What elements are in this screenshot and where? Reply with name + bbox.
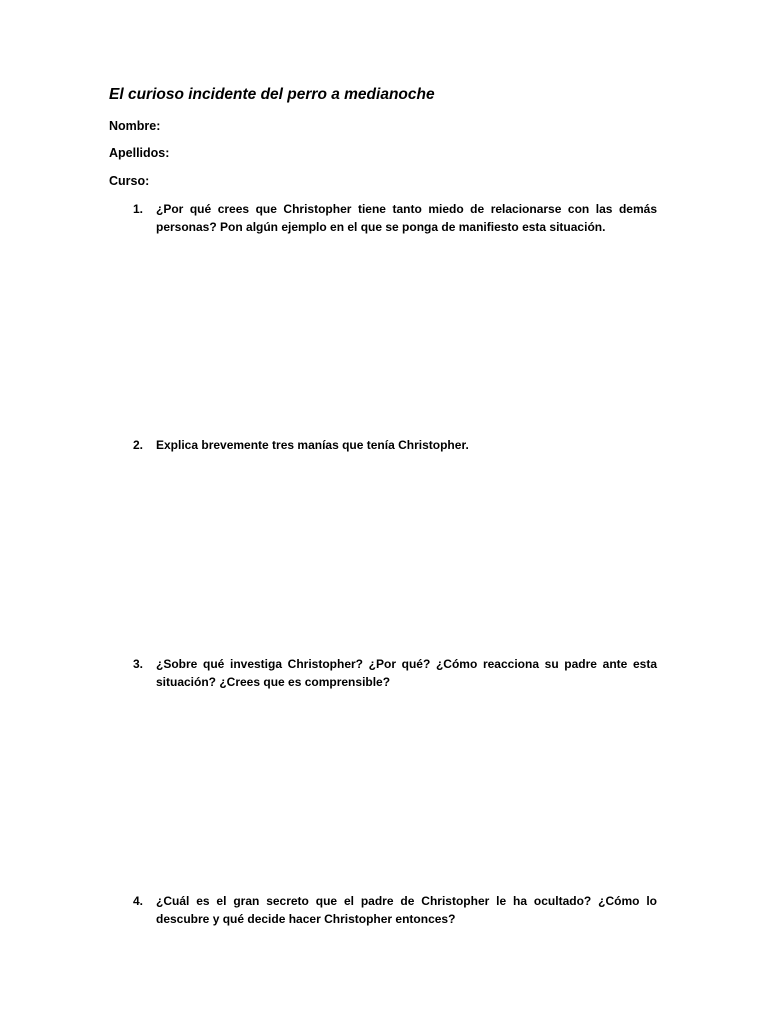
question-1 xyxy=(133,200,657,236)
question-number: 2. xyxy=(133,438,144,452)
question-text: ¿Por qué crees que Christopher tiene tanto miedo de relacionarse con las demás personas? Pon algún ejemplo en el que se ponga de manifiesto esta situación. xyxy=(156,202,657,234)
question-text: ¿Sobre qué investiga Christopher? ¿Por qué? ¿Cómo reacciona su padre ante esta situación? ¿Crees que es comprensible? xyxy=(156,657,657,689)
question-number: 3. xyxy=(133,657,144,671)
question-number: 1. xyxy=(133,202,144,216)
question-text: Explica brevemente tres manías que tenía Christopher. xyxy=(156,438,469,452)
question-text: ¿Cuál es el gran secreto que el padre de Christopher le ha ocultado? ¿Cómo lo descubre y qué decide hacer Christopher entonces? xyxy=(156,894,657,926)
surname-field-label: Apellidos: xyxy=(109,146,170,160)
question-4 xyxy=(133,892,657,928)
course-field-label: Curso: xyxy=(109,174,150,188)
question-number: 4. xyxy=(133,894,144,908)
question-2 xyxy=(133,436,657,454)
document-title: El curioso incidente del perro a medianoche xyxy=(109,86,435,103)
name-field-label: Nombre: xyxy=(109,119,161,133)
question-3 xyxy=(133,655,657,691)
